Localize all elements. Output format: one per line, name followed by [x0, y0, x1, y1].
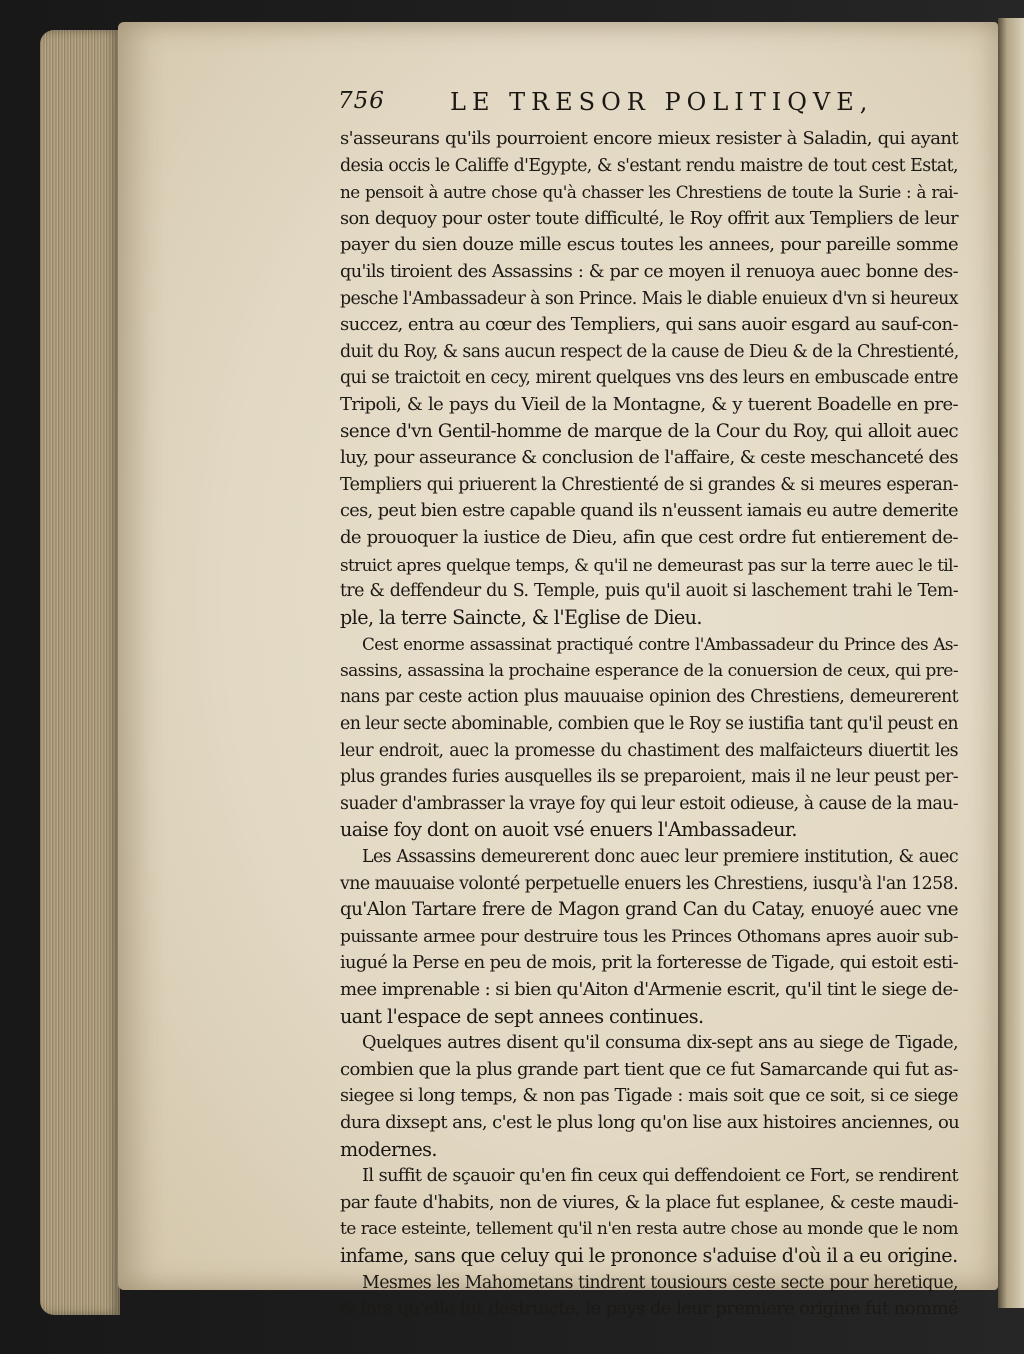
- text-line: ces, peut bien estre capable quand ils n'eussent iamais eu autre demerite: [340, 501, 958, 522]
- text-line: succez, entra au cœur des Templiers, qui sans auoir esgard au sauf-con-: [340, 314, 958, 336]
- text-line: plus grandes furies ausquelles ils se preparoient, mais il ne leur peust per-: [340, 767, 958, 788]
- text-line: Templiers qui priuerent la Chrestienté de si grandes & si meures esperan-: [340, 474, 958, 495]
- text-line: Cest enorme assassinat practiqué contre l'Ambassadeur du Prince des As-: [362, 634, 958, 655]
- text-line: sassins, assassina la prochaine esperance de la conuersion de ceux, qui pre-: [340, 660, 958, 681]
- text-line: qui se traictoit en cecy, mirent quelques vns des leurs en embuscade entre: [340, 368, 958, 389]
- facing-page-edge: [998, 18, 1024, 1308]
- text-line: de prouoquer la iustice de Dieu, afin que cest ordre fut entierement de-: [340, 526, 958, 548]
- text-line: combien que la plus grande part tient que ce fut Samarcande qui fut as-: [340, 1058, 958, 1080]
- text-line: suader d'ambrasser la vraye foy qui leur estoit odieuse, à cause de la mau-: [340, 793, 958, 814]
- text-line: infame, sans que celuy qui le prononce s'aduise d'où il a eu origine.: [340, 1243, 958, 1267]
- text-line: mee imprenable : si bien qu'Aiton d'Armenie escrit, qu'il tint le siege de-: [340, 979, 958, 1000]
- page-header: [338, 88, 998, 124]
- body-text: [340, 126, 958, 1323]
- text-line: & lors qu'elle fut destruicte, le pays de leur premiere origine fut nommé: [340, 1298, 958, 1320]
- text-line: qu'ils tiroient des Assassins : & par ce moyen il renuoya auec bonne des-: [340, 261, 958, 282]
- text-line: Tripoli, & le pays du Vieil de la Montagne, & y tuerent Boadelle en pre-: [340, 393, 958, 415]
- text-line: sence d'vn Gentil-homme de marque de la Cour du Roy, qui alloit auec: [340, 420, 958, 442]
- text-line: par faute d'habits, non de viures, & la place fut esplanee, & ceste maudi-: [340, 1192, 958, 1213]
- text-line: en leur secte abominable, combien que le Roy se iustifia tant qu'il peust en: [340, 714, 958, 735]
- text-line: vne mauuaise volonté perpetuelle enuers les Chrestiens, iusqu'à l'an 1258.: [340, 873, 958, 894]
- text-line: payer du sien douze mille escus toutes les annees, pour pareille somme: [340, 234, 958, 256]
- text-line: iugué la Perse en peu de mois, prit la forteresse de Tigade, qui estoit esti-: [340, 953, 958, 974]
- text-line: Il suffit de sçauoir qu'en fin ceux qui deffendoient ce Fort, se rendirent: [362, 1166, 958, 1187]
- text-line: Les Assassins demeurerent donc auec leur premiere institution, & auec: [362, 847, 958, 868]
- text-line: ple, la terre Saincte, & l'Eglise de Dieu.: [340, 605, 702, 629]
- text-line: puissante armee pour destruire tous les Princes Othomans apres auoir sub-: [340, 926, 958, 947]
- text-line: luy, pour asseurance & conclusion de l'affaire, & ceste meschanceté des: [340, 447, 958, 469]
- text-line: s'asseurans qu'ils pourroient encore mieux resister à Saladin, qui ayant: [340, 128, 958, 149]
- text-line: desia occis le Califfe d'Egypte, & s'estant rendu maistre de tout cest Estat,: [340, 155, 958, 176]
- text-line: qu'Alon Tartare frere de Magon grand Can du Catay, enuoyé auec vne: [340, 899, 958, 921]
- running-title: LE TRESOR POLITIQVE,: [450, 88, 874, 116]
- text-line: siegee si long temps, & non pas Tigade : mais soit que ce soit, si ce siege: [340, 1086, 958, 1107]
- text-line: te race esteinte, tellement qu'il n'en resta autre chose au monde que le nom: [340, 1219, 958, 1240]
- text-line: duit du Roy, & sans aucun respect de la cause de Dieu & de la Chrestienté,: [340, 341, 959, 362]
- text-line: Quelques autres disent qu'il consuma dix-sept ans au siege de Tigade,: [362, 1033, 958, 1054]
- text-line: struict apres quelque temps, & qu'il ne demeurast pas sur la terre auec le til-: [340, 554, 958, 575]
- book-page-edges: [40, 30, 120, 1315]
- text-line: uant l'espace de sept annees continues.: [340, 1004, 704, 1028]
- text-line: pesche l'Ambassadeur à son Prince. Mais le diable enuieux d'vn si heureux: [340, 288, 958, 309]
- text-line: son dequoy pour oster toute difficulté, le Roy offrit aux Templiers de leur: [340, 208, 958, 229]
- page-number: 756: [338, 88, 385, 114]
- text-line: uaise foy dont on auoit vsé enuers l'Ambassadeur.: [340, 818, 797, 842]
- text-line: dura dixsept ans, c'est le plus long qu'on lise aux histoires anciennes, ou: [340, 1111, 960, 1133]
- text-line: ne pensoit à autre chose qu'à chasser les Chrestiens de toute la Surie : à rai-: [340, 182, 958, 203]
- text-line: modernes.: [340, 1137, 437, 1161]
- text-line: leur endroit, auec la promesse du chastiment des malfaicteurs diuertit les: [340, 740, 958, 761]
- text-line: Mesmes les Mahometans tindrent tousiours ceste secte pour heretique,: [362, 1272, 958, 1293]
- text-line: nans par ceste action plus mauuaise opinion des Chrestiens, demeurerent: [340, 687, 958, 708]
- text-line: tre & deffendeur du S. Temple, puis qu'il auoit si laschement trahi le Tem-: [340, 581, 958, 602]
